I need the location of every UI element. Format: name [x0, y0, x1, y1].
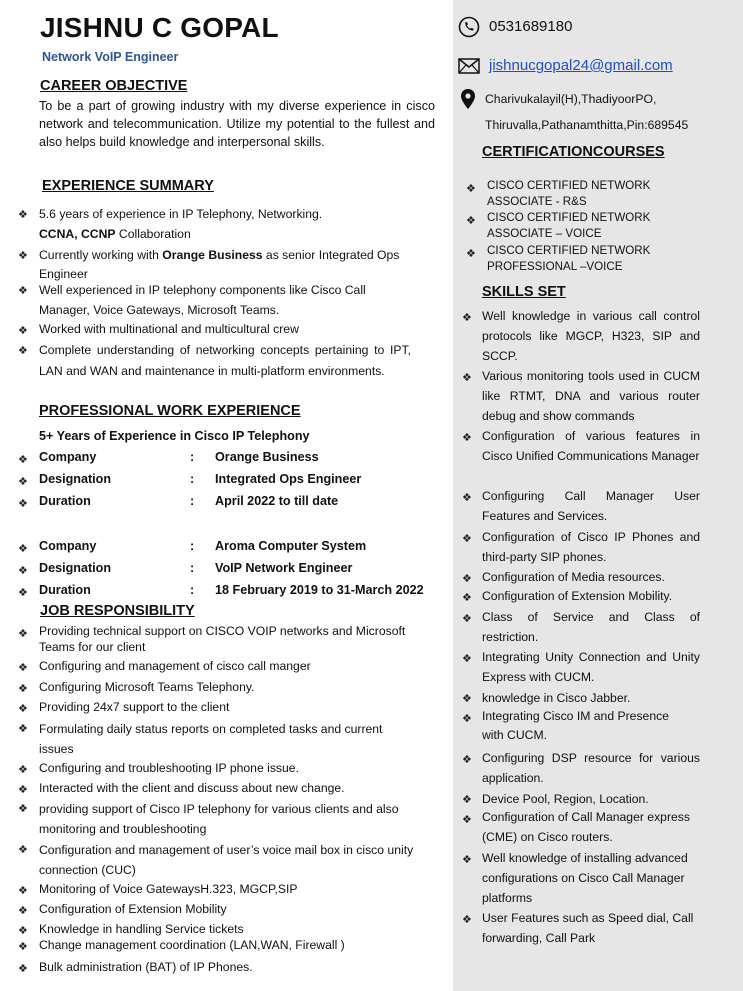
bullet-icon: ❖	[18, 885, 28, 897]
phone-icon	[458, 16, 480, 38]
list-item: User Features such as Speed dial, Call forwarding, Call Park	[482, 911, 694, 945]
duration-label: Duration	[39, 583, 91, 597]
bullet-icon: ❖	[18, 325, 28, 337]
bullet-icon: ❖	[18, 209, 28, 221]
bullet-icon: ❖	[18, 498, 28, 510]
experience-summary-heading: EXPERIENCE SUMMARY	[42, 178, 214, 194]
bullet-icon: ❖	[462, 814, 472, 826]
company-label: Company	[39, 539, 97, 553]
bullet-icon: ❖	[18, 963, 28, 975]
bullet-icon: ❖	[18, 454, 28, 466]
list-item: CISCO CERTIFIED NETWORK ASSOCIATE - R&S	[487, 179, 651, 208]
separator: :	[190, 539, 195, 553]
duration-label: Duration	[39, 494, 91, 508]
list-item: providing support of Cisco IP telephony for various clients and also monitoring and troubleshooting	[39, 802, 399, 836]
bullet-icon: ❖	[18, 844, 28, 856]
designation-value: Integrated Ops Engineer	[215, 472, 362, 486]
list-item: Configuring Microsoft Teams Telephony.	[39, 680, 255, 694]
bullet-icon: ❖	[462, 592, 472, 604]
list-item: Configuring Call Manager User Features and Services.	[482, 489, 700, 523]
bullet-icon: ❖	[18, 543, 28, 555]
bullet-icon: ❖	[462, 372, 472, 384]
bullet-icon: ❖	[462, 693, 472, 705]
list-item: Currently working with Orange Business as senior Integrated Ops Engineer	[39, 248, 400, 281]
bullet-icon: ❖	[462, 794, 472, 806]
bullet-icon: ❖	[18, 628, 28, 640]
bullet-icon: ❖	[462, 312, 472, 324]
separator: :	[190, 472, 195, 486]
bullet-icon: ❖	[18, 587, 28, 599]
list-item: Interacted with the client and discuss about new change.	[39, 781, 345, 795]
responsibility-heading: JOB RESPONSIBILITY	[40, 603, 195, 619]
bullet-icon: ❖	[462, 914, 472, 926]
bullet-icon: ❖	[18, 285, 28, 297]
list-item: Integrating Cisco IM and Presence with CUCM.	[482, 709, 669, 742]
company-value: Orange Business	[215, 450, 319, 464]
list-item: Configuring and management of cisco call manger	[39, 659, 311, 673]
bullet-icon: ❖	[18, 683, 28, 695]
list-item: Configuration of Cisco IP Phones and third-party SIP phones.	[482, 530, 700, 564]
job-title: Network VoIP Engineer	[42, 50, 179, 64]
bullet-icon: ❖	[18, 662, 28, 674]
bullet-icon: ❖	[18, 941, 28, 953]
list-item: Change management coordination (LAN,WAN, Firewall )	[39, 938, 345, 952]
list-item: Monitoring of Voice GatewaysH.323, MGCP,SIP	[39, 882, 298, 896]
bullet-icon: ❖	[462, 432, 472, 444]
email-link[interactable]: jishnucgopal24@gmail.com	[489, 57, 673, 74]
bullet-icon: ❖	[462, 533, 472, 545]
list-item: Configuration of Extension Mobility.	[482, 589, 673, 603]
list-item: Well knowledge in various call control protocols like MGCP, H323, SIP and SCCP.	[482, 309, 700, 363]
separator: :	[190, 494, 195, 508]
bullet-icon: ❖	[462, 653, 472, 665]
separator: :	[190, 561, 195, 575]
objective-text: To be a part of growing industry with my diverse experience in cisco network and telecommunication. Utilize my potential to the fullest and also helps build knowledge and interpersonal skills.	[39, 99, 435, 150]
bullet-icon: ❖	[462, 492, 472, 504]
bullet-icon: ❖	[18, 476, 28, 488]
list-item: Integrating Unity Connection and Unity Express with CUCM.	[482, 650, 700, 684]
bullet-icon: ❖	[18, 764, 28, 776]
bullet-icon: ❖	[466, 183, 476, 195]
designation-label: Designation	[39, 472, 112, 486]
address-line-1: Charivukalayil(H),ThadiyoorPO,	[485, 92, 657, 106]
objective-heading: CAREER OBJECTIVE	[40, 78, 188, 94]
designation-label: Designation	[39, 561, 112, 575]
list-item: Class of Service and Class of restriction.	[482, 610, 700, 644]
list-item: CISCO CERTIFIED NETWORK ASSOCIATE – VOICE	[487, 211, 651, 240]
location-pin-icon	[461, 89, 475, 109]
work-heading: PROFESSIONAL WORK EXPERIENCE	[39, 403, 301, 419]
bullet-icon: ❖	[18, 703, 28, 715]
certs-bold: CCNA, CCNP	[39, 227, 116, 241]
list-item: knowledge in Cisco Jabber.	[482, 691, 631, 705]
company-label: Company	[39, 450, 97, 464]
designation-value: VoIP Network Engineer	[215, 561, 353, 575]
list-item: Providing technical support on CISCO VOIP networks and Microsoft Teams for our client	[39, 624, 406, 654]
list-item: Configuring DSP resource for various application.	[482, 751, 700, 785]
separator: :	[190, 583, 195, 597]
list-item: Well experienced in IP telephony components like Cisco Call Manager, Voice Gateways, Microsoft Teams.	[39, 283, 366, 317]
list-item: Configuration of Call Manager express (CME) on Cisco routers.	[482, 810, 690, 844]
list-item: Configuration of various features in Cisco Unified Communications Manager	[482, 429, 700, 463]
bullet-icon: ❖	[462, 713, 472, 725]
bullet-icon: ❖	[18, 565, 28, 577]
duration-value: 18 February 2019 to 31-March 2022	[215, 583, 424, 597]
list-item: Various monitoring tools used in CUCM like RTMT, DNA and various router debug and show commands	[482, 369, 700, 423]
list-item: Worked with multinational and multicultural crew	[39, 322, 299, 336]
list-item: Complete understanding of networking concepts pertaining to IPT, LAN and WAN and maintenance in multi-platform environments.	[39, 343, 411, 378]
bullet-icon: ❖	[462, 854, 472, 866]
company-value: Aroma Computer System	[215, 539, 367, 553]
list-item: CISCO CERTIFIED NETWORK PROFESSIONAL –VOICE	[487, 244, 651, 273]
list-item: Configuring and troubleshooting IP phone issue.	[39, 761, 299, 775]
bullet-icon: ❖	[18, 345, 28, 357]
list-item: Configuration and management of user’s voice mail box in cisco unity connection (CUC)	[39, 843, 414, 877]
bullet-icon: ❖	[466, 215, 476, 227]
list-item: Well knowledge of installing advanced configurations on Cisco Call Manager platforms	[482, 851, 688, 905]
list-item: Formulating daily status reports on completed tasks and current issues	[39, 722, 383, 756]
bullet-icon: ❖	[462, 613, 472, 625]
bullet-icon: ❖	[18, 784, 28, 796]
separator: :	[190, 450, 195, 464]
bullet-icon: ❖	[18, 905, 28, 917]
list-item: Device Pool, Region, Location.	[482, 792, 649, 806]
list-item: CCNA, CCNP Collaboration	[39, 227, 191, 241]
certifications-heading: CERTIFICATIONCOURSES	[482, 144, 665, 160]
work-subheading: 5+ Years of Experience in Cisco IP Telephony	[39, 429, 310, 443]
list-item: Configuration of Extension Mobility	[39, 902, 227, 916]
candidate-name: JISHNU C GOPAL	[40, 12, 279, 43]
email-icon	[458, 58, 480, 74]
bullet-icon: ❖	[18, 925, 28, 937]
address-line-2: Thiruvalla,Pathanamthitta,Pin:689545	[485, 118, 689, 132]
employer-bold: Orange Business	[162, 248, 263, 262]
skills-heading: SKILLS SET	[482, 284, 566, 300]
phone-number: 0531689180	[489, 18, 573, 35]
bullet-icon: ❖	[462, 754, 472, 766]
list-item: Configuration of Media resources.	[482, 570, 665, 584]
bullet-icon: ❖	[18, 803, 28, 815]
bullet-icon: ❖	[18, 250, 28, 262]
bullet-icon: ❖	[18, 723, 28, 735]
bullet-icon: ❖	[462, 573, 472, 585]
duration-value: April 2022 to till date	[215, 494, 339, 508]
list-item: Knowledge in handling Service tickets	[39, 922, 244, 936]
list-item: Providing 24x7 support to the client	[39, 700, 230, 714]
list-item: 5.6 years of experience in IP Telephony, Networking.	[39, 207, 323, 221]
list-item: Bulk administration (BAT) of IP Phones.	[39, 960, 253, 974]
bullet-icon: ❖	[466, 248, 476, 260]
